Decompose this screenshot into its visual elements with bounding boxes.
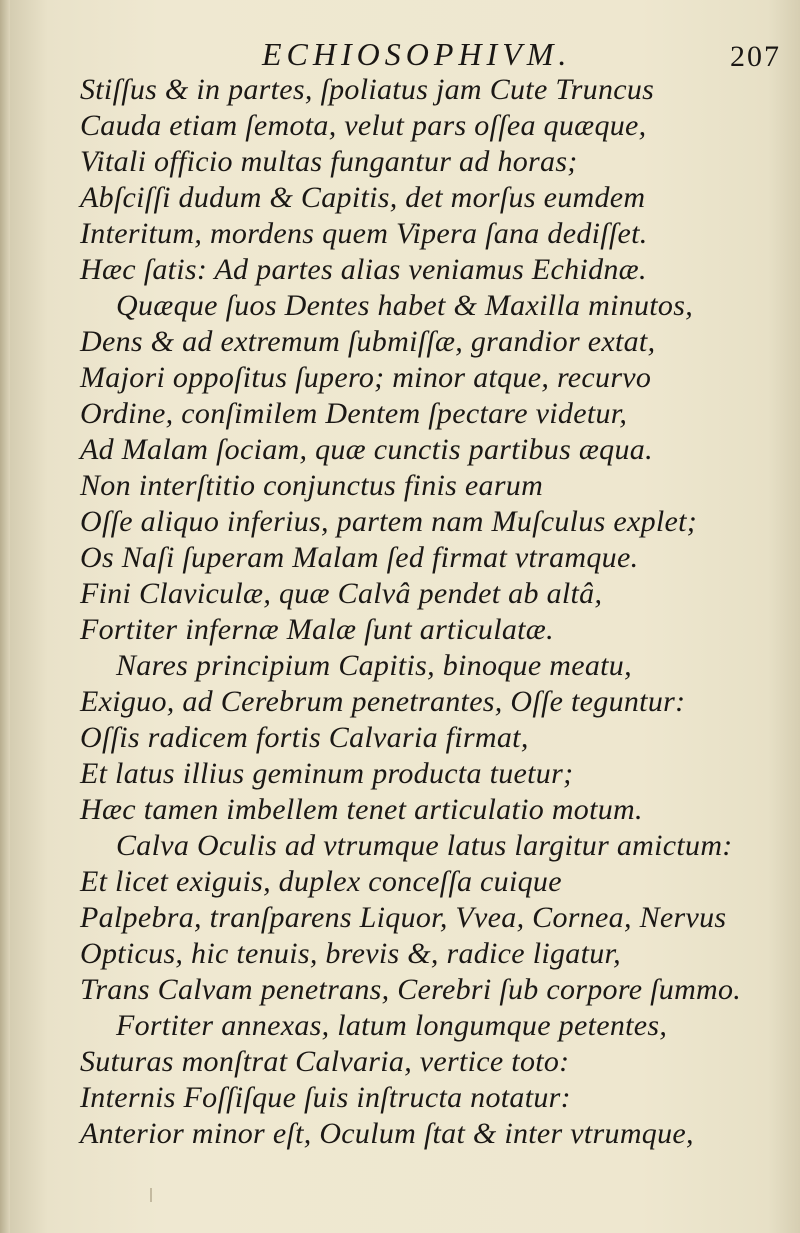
verse-line: Opticus, hic tenuis, brevis &, radice ligatur, [80,937,621,970]
verse-line: Stiſſus & in partes, ſpoliatus jam Cute Truncus [80,73,655,106]
page-header [0,36,800,76]
verse-line: Fini Claviculæ, quæ Calvâ pendet ab altâ, [80,577,603,610]
verse-line: Non interſtitio conjunctus finis earum [80,469,544,502]
page-number: 207 [730,40,781,73]
verse-line: Oſſe aliquo inferius, partem nam Muſculus explet; [80,505,698,538]
verse-line: Dens & ad extremum ſubmiſſæ, grandior extat, [80,325,656,358]
verse-line: Ad Malam ſociam, quæ cunctis partibus æqua. [80,433,653,466]
verse-line: Nares principium Capitis, binoque meatu, [116,649,632,682]
running-head: ECHIOSOPHIVM. [262,36,572,72]
verse-line: Vitali officio multas fungantur ad horas; [80,145,578,178]
paper-blemish [150,1188,152,1202]
verse-line: Interitum, mordens quem Vipera ſana dediſſet. [80,217,648,250]
verse-line: Fortiter annexas, latum longumque petentes, [116,1009,668,1042]
verse-line: Hæc tamen imbellem tenet articulatio motum. [80,793,643,826]
verse-line: Et licet exiguis, duplex conceſſa cuique [80,865,562,898]
verse-line: Oſſis radicem fortis Calvaria firmat, [80,721,529,754]
verse-line: Suturas monſtrat Calvaria, vertice toto: [80,1045,570,1078]
verse-line: Calva Oculis ad vtrumque latus largitur amictum: [116,829,733,862]
verse-line: Os Naſi ſuperam Malam ſed firmat vtramque. [80,541,639,574]
page-gutter-shadow [0,0,10,1233]
verse-line: Internis Foſſiſque ſuis inſtructa notatur: [80,1081,571,1114]
verse-line: Anterior minor eſt, Oculum ſtat & inter vtrumque, [80,1117,694,1150]
verse-line: Exiguo, ad Cerebrum penetrantes, Oſſe teguntur: [80,685,686,718]
verse-line: Majori oppoſitus ſupero; minor atque, recurvo [80,361,652,394]
verse-line: Ordine, conſimilem Dentem ſpectare videtur, [80,397,628,430]
verse-line: Trans Calvam penetrans, Cerebri ſub corpore ſummo. [80,973,742,1006]
verse-line: Hæc ſatis: Ad partes alias veniamus Echidnæ. [80,253,647,286]
verse-line: Cauda etiam ſemota, velut pars oſſea quæque, [80,109,647,142]
verse-line: Palpebra, tranſparens Liquor, Vvea, Cornea, Nervus [80,901,727,934]
verse-line: Quæque ſuos Dentes habet & Maxilla minutos, [116,289,694,322]
verse-line: Fortiter infernæ Malæ ſunt articulatæ. [80,613,554,646]
verse-line: Et latus illius geminum producta tuetur; [80,757,574,790]
verse-line: Abſciſſi dudum & Capitis, det morſus eumdem [80,181,646,214]
